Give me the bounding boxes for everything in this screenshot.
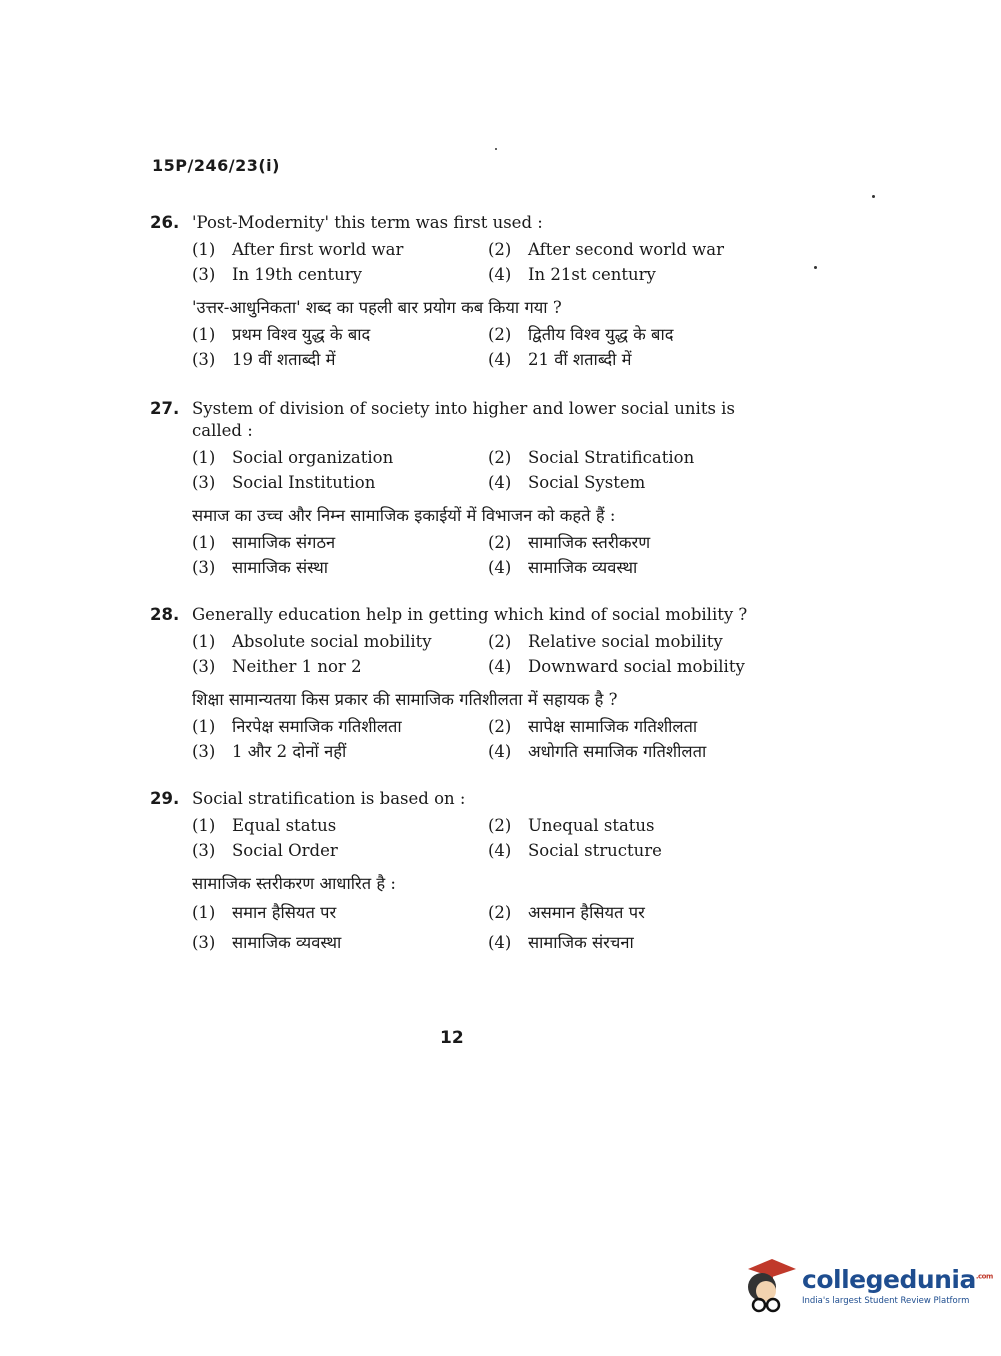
option-4: (4) Social System <box>488 472 646 492</box>
hindi-option-4: (4) सामाजिक संरचना <box>488 933 634 952</box>
hindi-option-4: (4) 21 वीं शताब्दी में <box>488 349 632 369</box>
hindi-option-1: (1) निरपेक्ष समाजिक गतिशीलता <box>192 716 402 736</box>
hindi-option-3: (3) सामाजिक संस्था <box>192 557 329 577</box>
hindi-option-4: (4) अधोगति समाजिक गतिशीलता <box>488 741 707 761</box>
hindi-question-text: समाज का उच्च और निम्न सामाजिक इकाईयों में विभाजन को कहते हैं : <box>192 506 616 525</box>
logo-name: collegedunia <box>802 1264 976 1294</box>
hindi-option-3: (3) 19 वीं शताब्दी में <box>192 349 336 369</box>
question-number: 26. <box>150 213 180 232</box>
english-options <box>192 629 790 679</box>
hindi-options <box>192 714 790 764</box>
question-26 <box>150 212 790 372</box>
hindi-option-1: (1) समान हैसियत पर <box>192 903 337 922</box>
hindi-option-3: (3) 1 और 2 दोनों नहीं <box>192 741 347 761</box>
option-4: (4) Social structure <box>488 840 662 860</box>
hindi-question-text: शिक्षा सामान्यतया किस प्रकार की सामाजिक गतिशीलता में सहायक है ? <box>192 690 618 709</box>
hindi-options <box>192 898 790 958</box>
question-27 <box>150 398 790 580</box>
question-number: 27. <box>150 399 180 418</box>
option-3: (3) Social Institution <box>192 472 376 492</box>
question-29 <box>150 788 790 958</box>
question-number: 29. <box>150 789 180 808</box>
hindi-option-2: (2) द्वितीय विश्व युद्ध के बाद <box>488 324 674 344</box>
option-4: (4) Downward social mobility <box>488 656 745 676</box>
option-2: (2) Relative social mobility <box>488 631 723 651</box>
option-3: (3) Neither 1 nor 2 <box>192 656 362 676</box>
hindi-option-3: (3) सामाजिक व्यवस्था <box>192 933 342 952</box>
hindi-option-1: (1) प्रथम विश्व युद्ध के बाद <box>192 324 371 344</box>
hindi-option-4: (4) सामाजिक व्यवस्था <box>488 557 638 577</box>
hindi-question-text: 'उत्तर-आधुनिकता' शब्द का पहली बार प्रयोग कब किया गया ? <box>192 298 562 317</box>
hindi-options <box>192 530 790 580</box>
option-3: (3) Social Order <box>192 840 338 860</box>
option-1: (1) Absolute social mobility <box>192 631 432 651</box>
scan-speck <box>814 266 817 269</box>
question-text: Social stratification is based on : <box>192 789 466 808</box>
paper-code: 15P/246/23(i) <box>152 156 280 175</box>
logo-tagline: India's largest Student Review Platform <box>802 1295 970 1306</box>
question-28 <box>150 604 790 764</box>
question-text: 'Post-Modernity' this term was first used : <box>192 213 543 232</box>
option-2: (2) After second world war <box>488 239 724 259</box>
hindi-option-2: (2) सामाजिक स्तरीकरण <box>488 532 651 552</box>
scan-speck <box>872 195 875 198</box>
scan-speck <box>495 148 497 150</box>
hindi-question-text: सामाजिक स्तरीकरण आधारित है : <box>192 874 396 893</box>
option-2: (2) Social Stratification <box>488 447 695 467</box>
hindi-option-1: (1) सामाजिक संगठन <box>192 532 336 552</box>
hindi-options <box>192 322 790 372</box>
option-1: (1) Equal status <box>192 815 337 835</box>
option-4: (4) In 21st century <box>488 264 656 284</box>
question-text: System of division of society into higher and lower social units is called : <box>192 399 735 440</box>
mascot-icon <box>742 1255 798 1315</box>
hindi-option-2: (2) सापेक्ष सामाजिक गतिशीलता <box>488 716 698 736</box>
option-3: (3) In 19th century <box>192 264 362 284</box>
collegedunia-logo <box>742 1250 993 1320</box>
question-text: Generally education help in getting which kind of social mobility ? <box>192 605 748 624</box>
option-1: (1) Social organization <box>192 447 394 467</box>
logo-suffix: .com <box>975 1272 993 1281</box>
english-options <box>192 445 790 495</box>
page-number: 12 <box>440 1028 464 1048</box>
english-options <box>192 237 790 287</box>
option-1: (1) After first world war <box>192 239 404 259</box>
english-options <box>192 813 790 863</box>
question-number: 28. <box>150 605 180 624</box>
option-2: (2) Unequal status <box>488 815 655 835</box>
hindi-option-2: (2) असमान हैसियत पर <box>488 903 645 922</box>
